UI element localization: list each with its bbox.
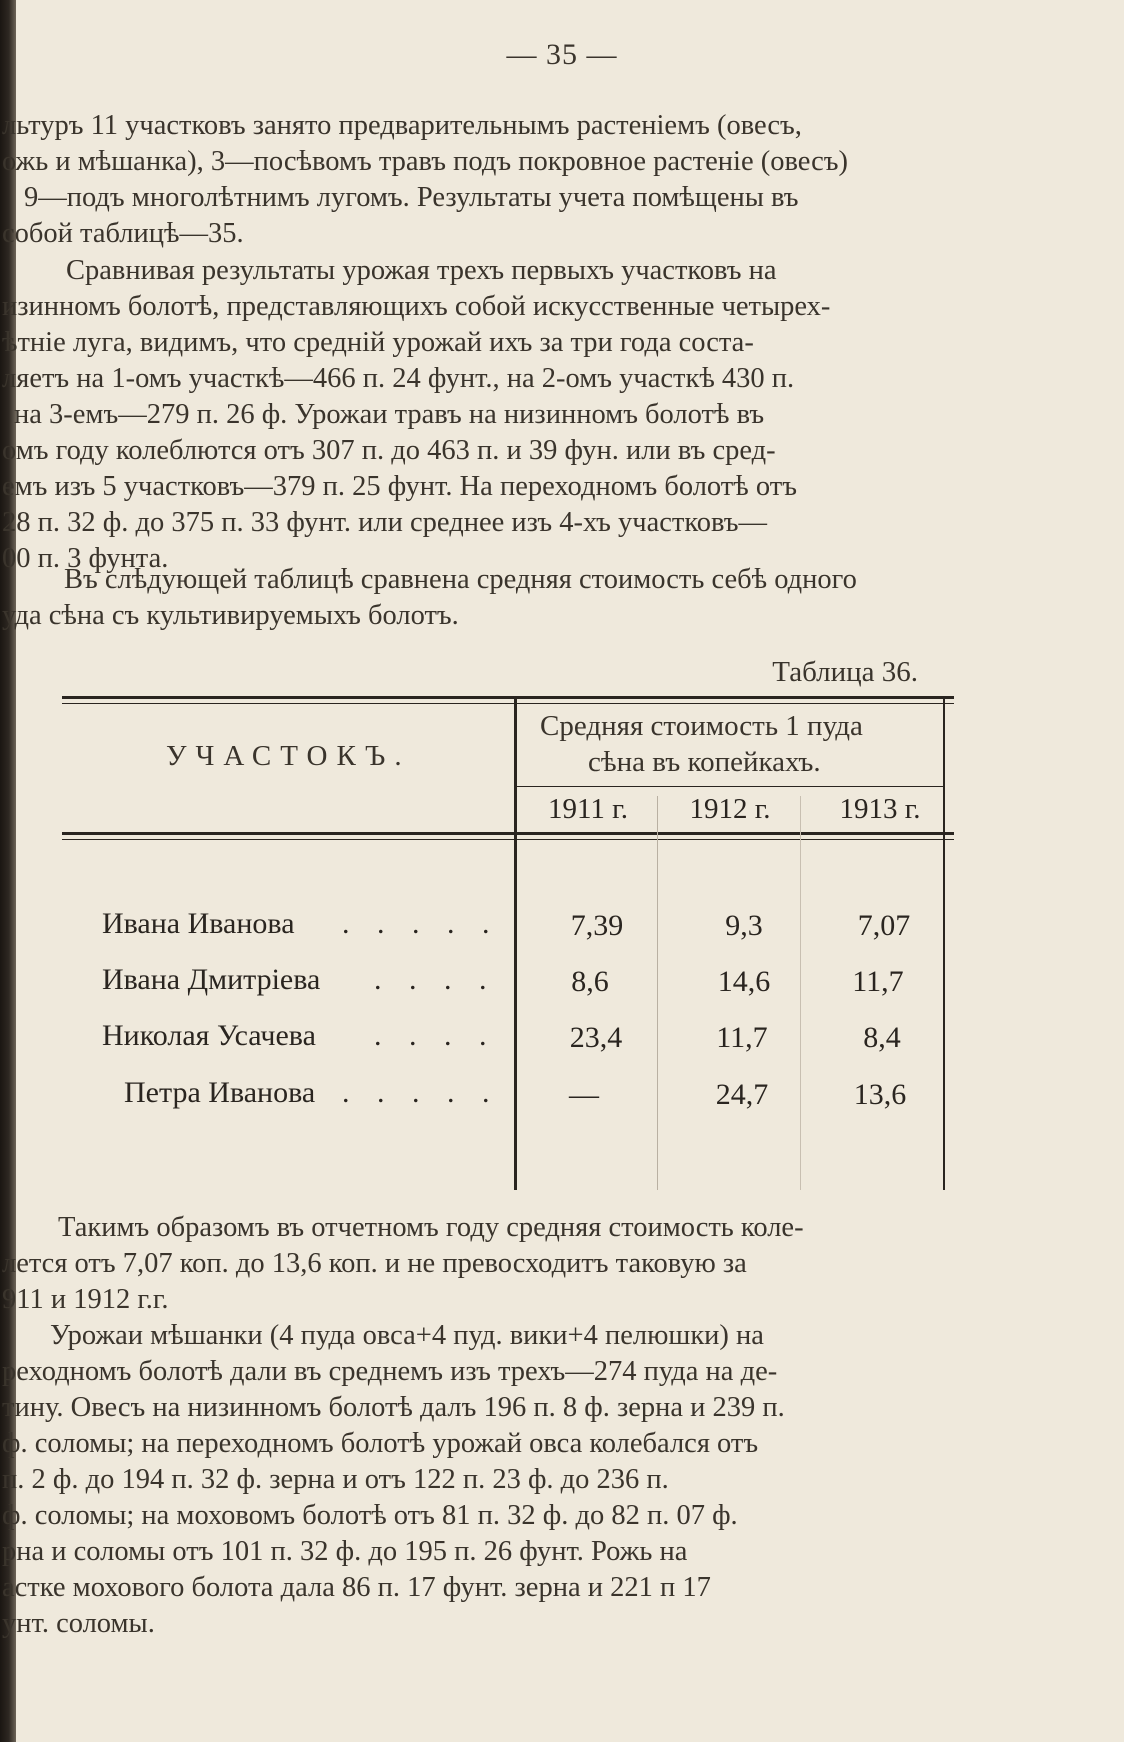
text-line: ф. соломы; на моховомъ болотѣ отъ 81 п. 32 ф. до 82 п. 07 ф. <box>2 1500 738 1531</box>
text-line: 00 п. 3 фунта. <box>2 543 169 574</box>
year-header-1912: 1912 г. <box>689 793 771 825</box>
text-line: 911 и 1912 г.г. <box>2 1284 169 1315</box>
text-line: астке мохового болота дала 86 п. 17 фунт. зерна и 221 п 17 <box>2 1572 711 1603</box>
value-1912: 9,3 <box>725 909 763 942</box>
cost-column-header-line2: сѣна въ копейкахъ. <box>588 746 821 778</box>
table-header-rule-thin <box>62 839 954 840</box>
participant-name: Николая Усачева <box>102 1019 316 1052</box>
text-line: ожь и мѣшанка), 3—посѣвомъ травъ подъ покровное растеніе (овесъ) <box>2 146 848 177</box>
table-header-rule <box>62 832 954 835</box>
leader-dots: . . . . <box>374 1019 497 1052</box>
text-line: ляетъ на 1-омъ участкѣ—466 п. 24 фунт., на 2-омъ участкѣ 430 п. <box>2 363 795 394</box>
year-header-1913: 1913 г. <box>839 793 921 825</box>
years-separator-rule <box>517 786 943 787</box>
leader-dots: . . . . . <box>342 1076 500 1109</box>
table-vertical-rule <box>514 699 517 1190</box>
participant-name: Ивана Иванова <box>102 907 295 940</box>
table-right-rule <box>943 699 945 1190</box>
value-1912: 11,7 <box>716 1021 768 1054</box>
text-line: ѣтніе луга, видимъ, что средній урожай ихъ за три года соста- <box>2 327 754 358</box>
text-line: льтуръ 11 участковъ занято предварительнымъ растеніемъ (овесъ, <box>2 110 802 141</box>
value-1911: 23,4 <box>569 1021 623 1054</box>
text-line: ф. соломы; на переходномъ болотѣ урожай овса колебался отъ <box>2 1428 759 1459</box>
value-1911: — <box>569 1078 599 1111</box>
text-line: 28 п. 32 ф. до 375 п. 33 фунт. или среднее изъ 4-хъ участковъ— <box>2 507 767 538</box>
text-line: рна и соломы отъ 101 п. 32 ф. до 195 п. 26 фунт. Рожь на <box>2 1536 688 1567</box>
value-1912: 24,7 <box>715 1078 769 1111</box>
value-1913: 8,4 <box>863 1021 901 1054</box>
cost-column-header-line1: Средняя стоимость 1 пуда <box>540 710 863 742</box>
text-line: собой таблицѣ—35. <box>2 218 244 249</box>
text-line: Въ слѣдующей таблицѣ сравнена средняя стоимость себѣ одного <box>64 564 857 595</box>
table-caption: Таблица 36. <box>772 656 918 688</box>
text-line: 9—подъ многолѣтнимъ лугомъ. Результаты учета помѣщены въ <box>24 182 799 213</box>
column-separator <box>657 796 658 1190</box>
text-line: изинномъ болотѣ, представляющихъ собой искусственные четырех- <box>2 291 831 322</box>
text-line: омъ году колеблются отъ 307 п. до 463 п. и 39 фун. или въ сред- <box>2 435 776 466</box>
text-line: емъ изъ 5 участковъ—379 п. 25 фунт. На переходномъ болотѣ отъ <box>2 471 797 502</box>
text-line: п. 2 ф. до 194 п. 32 ф. зерна и отъ 122 п. 23 ф. до 236 п. <box>2 1464 669 1495</box>
value-1913: 13,6 <box>853 1078 907 1111</box>
leader-dots: . . . . . <box>342 907 500 940</box>
participant-column-header: УЧАСТОКЪ. <box>166 740 411 772</box>
text-line: на 3-емъ—279 п. 26 ф. Урожаи травъ на низинномъ болотѣ въ <box>14 399 765 430</box>
cost-table <box>62 696 954 1190</box>
value-1913: 7,07 <box>857 909 911 942</box>
text-line: Урожаи мѣшанки (4 пуда овса+4 пуд. вики+4 пелюшки) на <box>50 1320 764 1351</box>
year-header-1911: 1911 г. <box>547 793 629 825</box>
value-1913: 11,7 <box>852 965 904 998</box>
participant-name: Петра Иванова <box>124 1076 316 1109</box>
text-line: тину. Овесъ на низинномъ болотѣ далъ 196 п. 8 ф. зерна и 239 п. <box>2 1392 785 1423</box>
table-top-rule <box>62 696 954 699</box>
text-line: лется отъ 7,07 коп. до 13,6 коп. и не превосходитъ таковую за <box>2 1248 747 1279</box>
text-line: унт. соломы. <box>2 1608 155 1639</box>
text-line: уда сѣна съ культивируемыхъ болотъ. <box>2 600 459 631</box>
text-line: реходномъ болотѣ дали въ среднемъ изъ трехъ—274 пуда на де- <box>2 1356 778 1387</box>
value-1911: 8,6 <box>571 965 609 998</box>
table-top-rule-thin <box>62 703 954 704</box>
text-line: Такимъ образомъ въ отчетномъ году средняя стоимость коле- <box>58 1212 804 1243</box>
participant-name: Ивана Дмитріева <box>102 963 321 996</box>
value-1911: 7,39 <box>570 909 624 942</box>
value-1912: 14,6 <box>717 965 771 998</box>
page-number: — 35 — <box>506 38 618 71</box>
text-line: Сравнивая результаты урожая трехъ первыхъ участковъ на <box>66 255 777 286</box>
leader-dots: . . . . <box>374 963 497 996</box>
